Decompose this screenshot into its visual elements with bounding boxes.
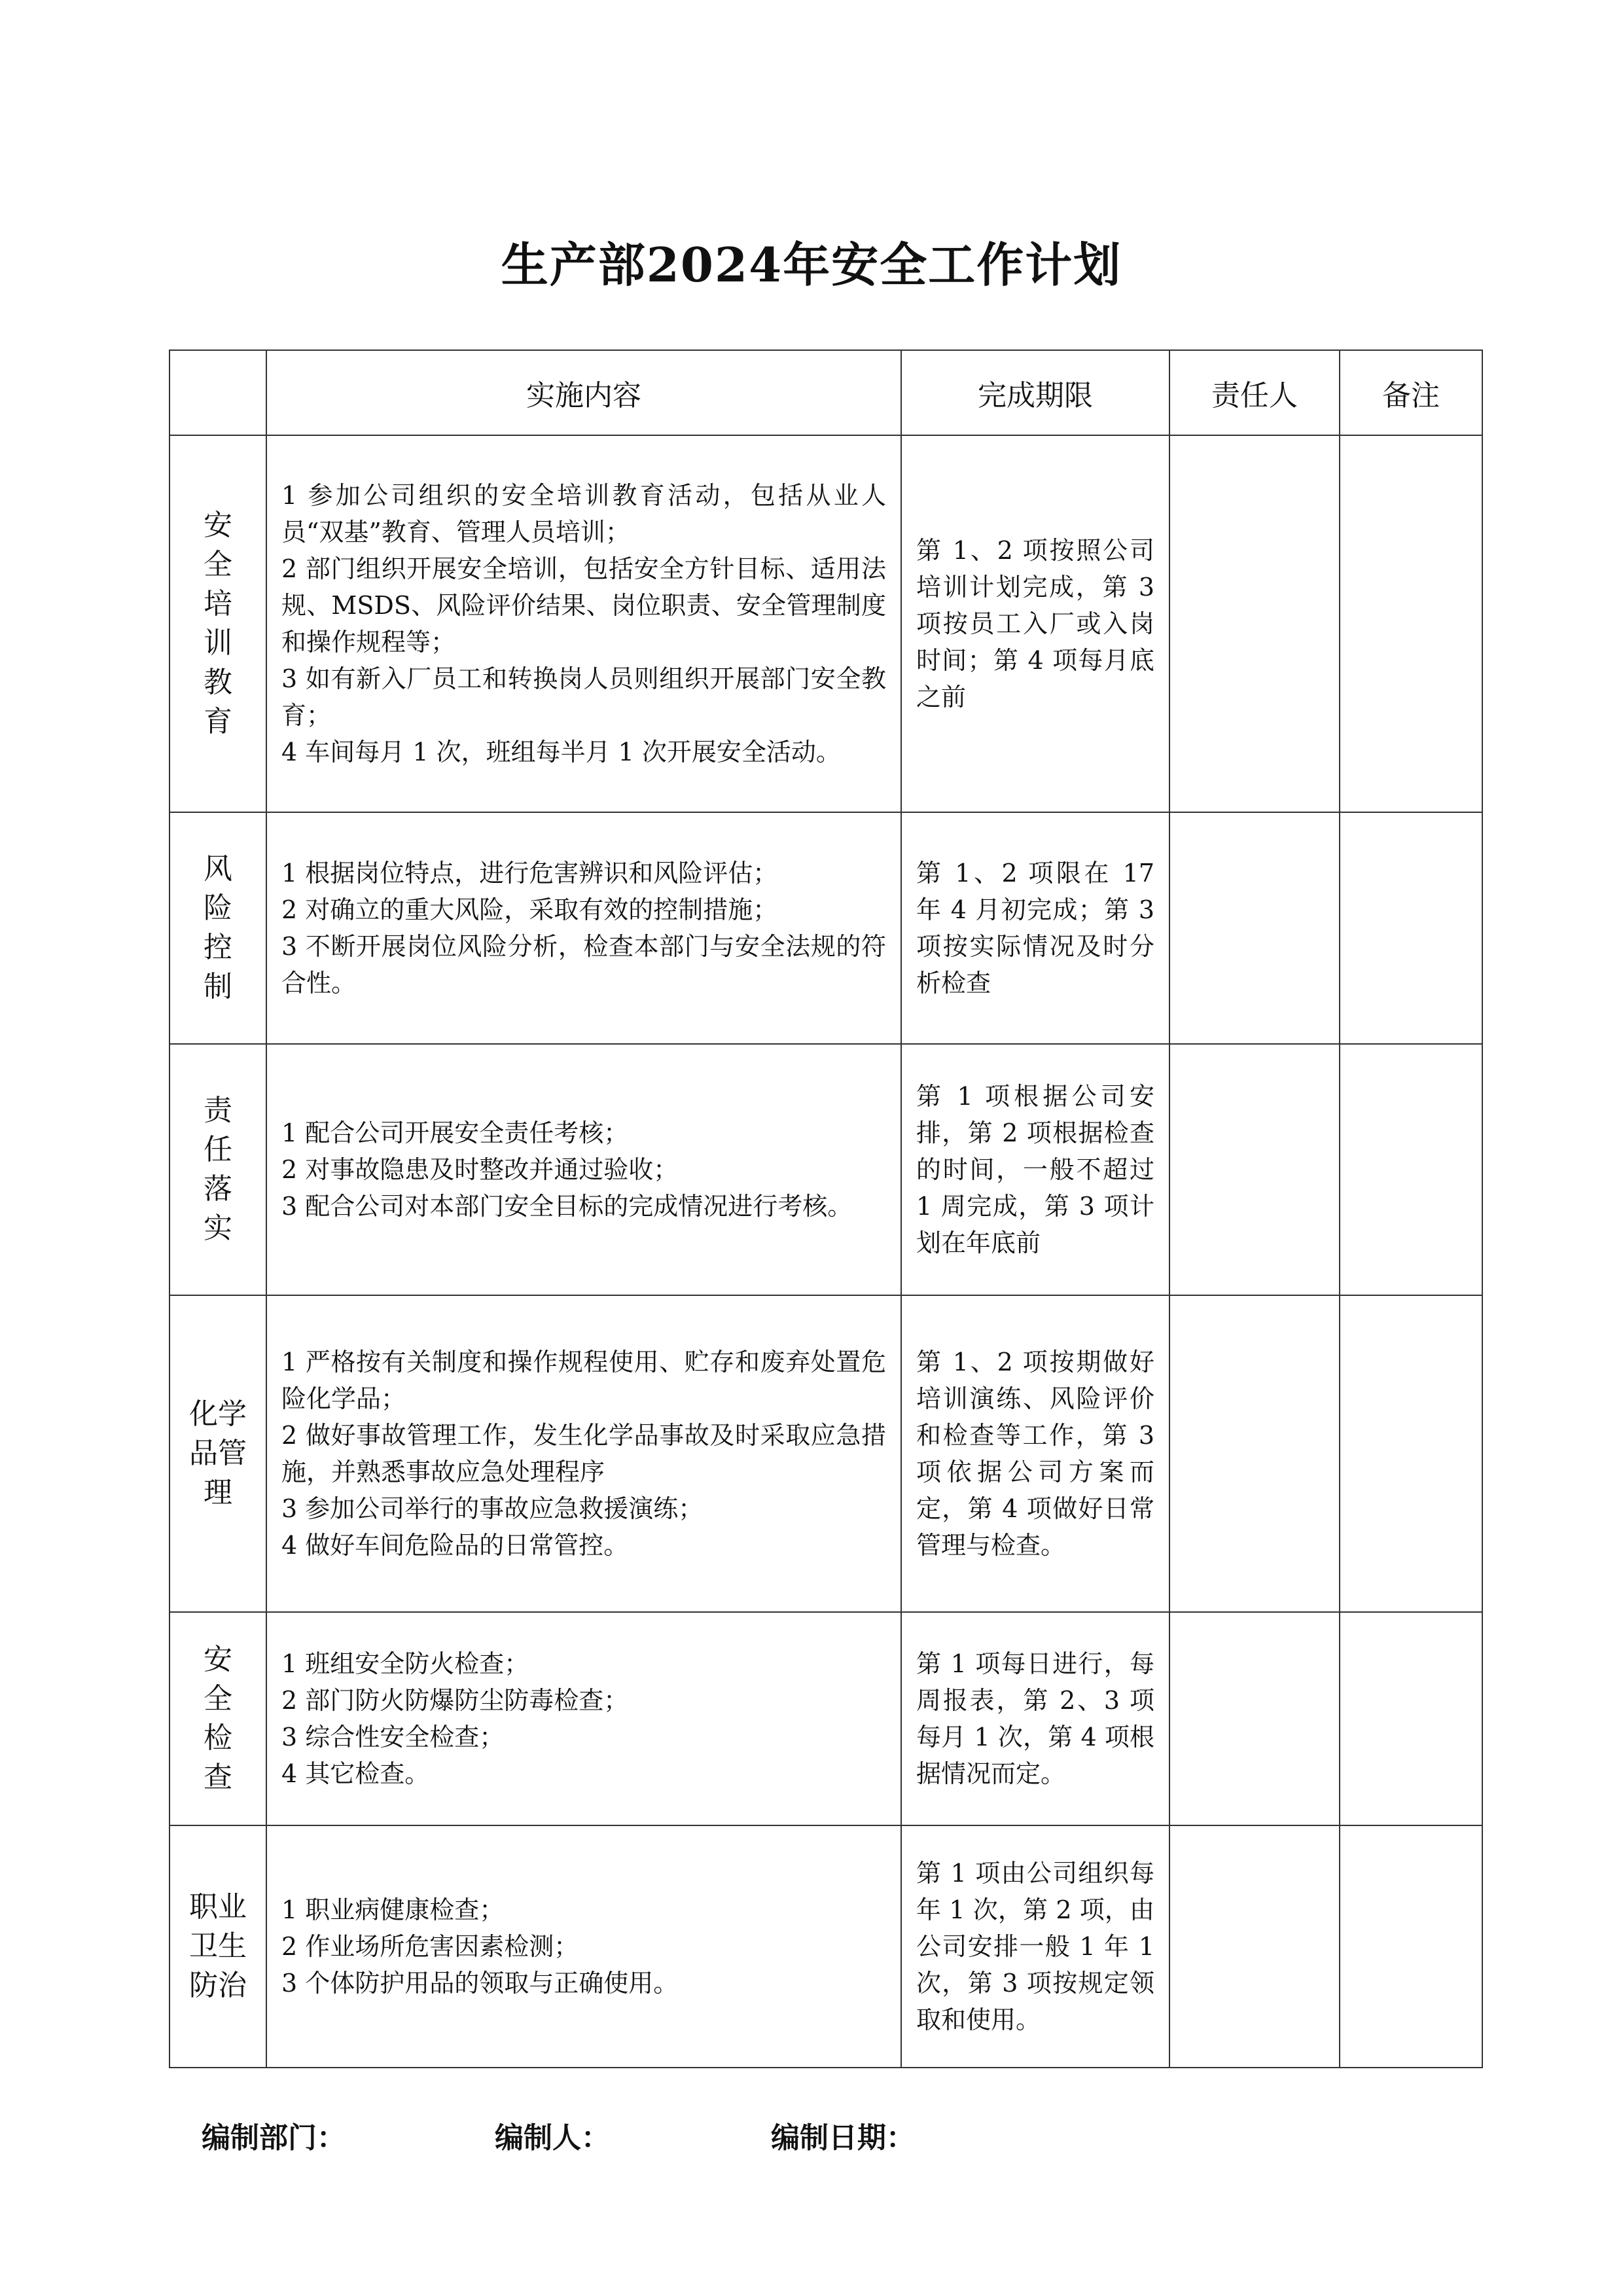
content-item: 2 对事故隐患及时整改并通过验收； <box>281 1155 679 1184</box>
row-deadline: 第 1 项根据公司安排，第 2 项根据检查的时间，一般不超过 1 周完成，第 3 项计划在年底前 <box>901 1044 1169 1295</box>
header-category <box>169 350 266 435</box>
row-deadline: 第 1、2 项按期做好培训演练、风险评价和检查等工作，第 3 项依据公司方案而定，第 4 项做好日常管理与检查。 <box>901 1295 1169 1612</box>
row-content <box>266 1044 901 1295</box>
table-row <box>169 1825 1482 2068</box>
row-deadline: 第 1、2 项按照公司培训计划完成，第 3 项按员工入厂或入岗时间；第 4 项每月底之前 <box>901 435 1169 812</box>
row-remark <box>1340 812 1482 1044</box>
row-remark <box>1340 435 1482 812</box>
category-label: 安 全 检 查 <box>204 1643 232 1794</box>
content-item: 1 根据岗位特点，进行危害辨识和风险评估； <box>281 859 778 888</box>
table-row <box>169 435 1482 812</box>
content-item: 2 作业场所危害因素检测； <box>281 1932 579 1961</box>
row-owner <box>1169 812 1340 1044</box>
row-category <box>169 1825 266 2068</box>
row-remark <box>1340 1044 1482 1295</box>
signature-footer <box>0 2101 1623 2166</box>
row-owner <box>1169 1612 1340 1825</box>
content-item: 1 严格按有关制度和操作规程使用、贮存和废弃处置危险化学品； <box>281 1348 886 1413</box>
content-item: 2 做好事故管理工作，发生化学品事故及时采取应急措施，并熟悉事故应急处理程序 <box>281 1421 886 1486</box>
row-content <box>266 1295 901 1612</box>
row-owner <box>1169 1295 1340 1612</box>
category-label: 化学 品管 理 <box>189 1397 247 1509</box>
content-item: 4 其它检查。 <box>281 1759 430 1788</box>
author-label: 编制人： <box>495 2121 610 2155</box>
row-content <box>266 435 901 812</box>
header-owner: 责任人 <box>1169 350 1340 435</box>
content-item: 4 做好车间危险品的日常管控。 <box>281 1531 629 1560</box>
content-item: 1 职业病健康检查； <box>281 1895 505 1924</box>
content-item: 1 参加公司组织的安全培训教育活动，包括从业人员“双基”教育、管理人员培训； <box>281 481 886 547</box>
table-row <box>169 1295 1482 1612</box>
row-deadline: 第 1 项每日进行，每周报表，第 2、3 项每月 1 次，第 4 项根据情况而定。 <box>901 1612 1169 1825</box>
page-title: 生产部2024年安全工作计划 <box>501 237 1122 293</box>
row-content <box>266 1825 901 2068</box>
table-row <box>169 1612 1482 1825</box>
row-owner <box>1169 1044 1340 1295</box>
content-item: 3 综合性安全检查； <box>281 1723 505 1751</box>
table-header-row <box>169 350 1482 435</box>
row-content <box>266 812 901 1044</box>
category-label: 职业 卫生 防治 <box>189 1890 247 2002</box>
content-item: 3 配合公司对本部门安全目标的完成情况进行考核。 <box>281 1192 853 1221</box>
row-category <box>169 1612 266 1825</box>
content-item: 2 对确立的重大风险，采取有效的控制措施； <box>281 895 778 924</box>
row-remark <box>1340 1612 1482 1825</box>
row-deadline: 第 1 项由公司组织每年 1 次，第 2 项，由公司安排一般 1 年 1 次，第 3 项按规定领取和使用。 <box>901 1825 1169 2068</box>
row-remark <box>1340 1825 1482 2068</box>
row-category <box>169 435 266 812</box>
row-category <box>169 812 266 1044</box>
content-item: 2 部门组织开展安全培训，包括安全方针目标、适用法规、MSDS、风险评价结果、岗位职责、安全管理制度和操作规程等； <box>281 554 886 656</box>
row-category <box>169 1044 266 1295</box>
category-label: 风 险 控 制 <box>204 852 232 1003</box>
row-deadline: 第 1、2 项限在 17 年 4 月初完成；第 3 项按实际情况及时分析检查 <box>901 812 1169 1044</box>
table-row <box>169 1044 1482 1295</box>
content-item: 3 如有新入厂员工和转换岗人员则组织开展部门安全教育； <box>281 664 886 730</box>
table-row <box>169 812 1482 1044</box>
content-item: 1 班组安全防火检查； <box>281 1649 529 1678</box>
content-item: 3 不断开展岗位风险分析，检查本部门与安全法规的符合性。 <box>281 932 886 997</box>
header-remark: 备注 <box>1340 350 1482 435</box>
department-label: 编制部门： <box>202 2121 346 2155</box>
header-content: 实施内容 <box>266 350 901 435</box>
row-remark <box>1340 1295 1482 1612</box>
content-item: 2 部门防火防爆防尘防毒检查； <box>281 1686 629 1715</box>
safety-plan-table <box>169 350 1483 2068</box>
row-owner <box>1169 1825 1340 2068</box>
content-item: 4 车间每月 1 次，班组每半月 1 次开展安全活动。 <box>281 738 841 766</box>
category-label: 责 任 落 实 <box>204 1094 232 1245</box>
content-item: 1 配合公司开展安全责任考核； <box>281 1119 629 1147</box>
date-label: 编制日期： <box>771 2121 915 2155</box>
row-content <box>266 1612 901 1825</box>
header-deadline: 完成期限 <box>901 350 1169 435</box>
category-label: 安 全 培 训 教 育 <box>204 509 232 738</box>
content-item: 3 参加公司举行的事故应急救援演练； <box>281 1494 704 1523</box>
content-item: 3 个体防护用品的领取与正确使用。 <box>281 1969 679 1998</box>
row-owner <box>1169 435 1340 812</box>
row-category <box>169 1295 266 1612</box>
